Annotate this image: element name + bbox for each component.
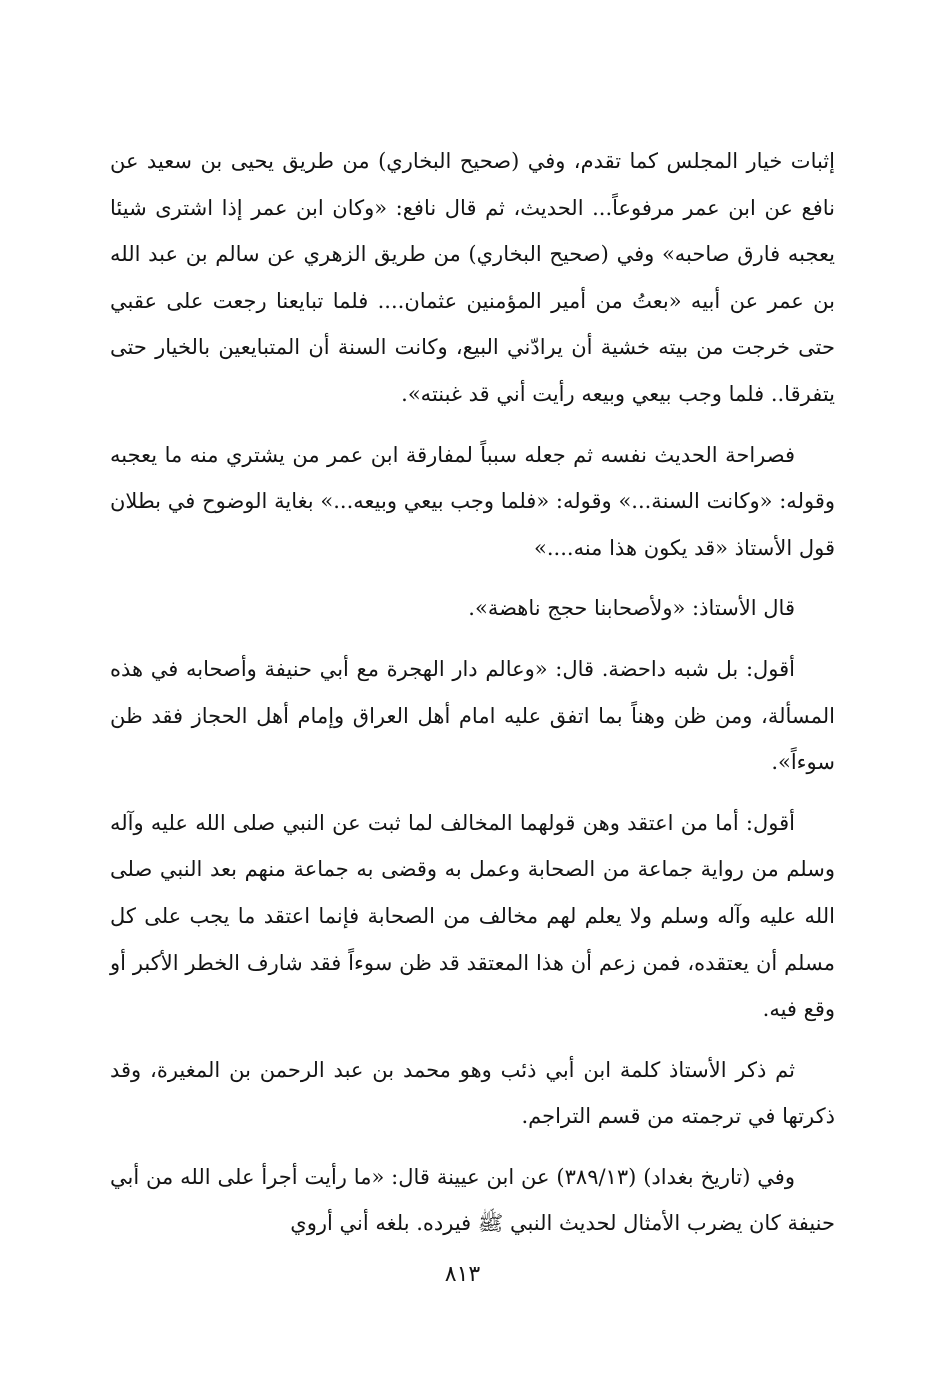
body-text	[110, 138, 835, 1247]
paragraph-4: أقول: بل شبه داحضة. قال: «وعالم دار الهجرة مع أبي حنيفة وأصحابه في هذه المسألة، ومن ظن وهناً بما اتفق عليه امام أهل العراق وإمام أهل الحجاز فقد ظن سوءاً».	[110, 656, 835, 775]
paragraph-5: أقول: أما من اعتقد وهن قولهما المخالف لما ثبت عن النبي صلى الله عليه وآله وسلم من رواية جماعة من الصحابة وعمل به وقضى به جماعة منهم بعد النبي صلى الله عليه وآله وسلم ولا يعلم لهم مخالف من الصحابة فإنما اعتقد ما يجب على كل مسلم أن يعتقده، فمن زعم أن هذا المعتقد قد ظن سوءاً فقد شارف الخطر الأكبر أو وقع فيه.	[110, 810, 835, 1022]
paragraph-7: وفي (تاريخ بغداد) (٣٨٩/١٣) عن ابن عيينة قال: «ما رأيت أجرأ على الله من أبي حنيفة كان يضرب الأمثال لحديث النبي ﷺ فيرده. بلغه أني أروي	[110, 1164, 835, 1236]
paragraph-2: فصراحة الحديث نفسه ثم جعله سبباً لمفارقة ابن عمر من يشتري منه ما يعجبه وقوله: «وكانت السنة...» وقوله: «فلما وجب بيعي وبيعه...» بغاية الوضوح في بطلان قول الأستاذ «قد يكون هذا منه....»	[110, 442, 835, 560]
page-number: ٨١٣	[444, 1262, 481, 1287]
paragraph-6: ثم ذكر الأستاذ كلمة ابن أبي ذئب وهو محمد بن عبد الرحمن بن المغيرة، وقد ذكرتها في ترجمته من قسم التراجم.	[110, 1057, 835, 1129]
paragraph-1: إثبات خيار المجلس كما تقدم، وفي (صحيح البخاري) من طريق يحيى بن سعيد عن نافع عن ابن عمر مرفوعاً... الحديث، ثم قال نافع: «وكان ابن عمر إذا اشترى شيئا يعجبه فارق صاحبه» وفي (صحيح البخاري) من طريق الزهري عن سالم بن عبد الله بن عمر عن أبيه «بعتُ من أمير المؤمنين عثمان.... فلما تبايعنا رجعت على عقبي حتى خرجت من بيته خشية أن يرادّني البيع، وكانت السنة أن المتبايعين بالخيار حتى يتفرقا.. فلما وجب بيعي وبيعه رأيت أني قد غبنته».	[110, 149, 835, 406]
paragraph-3: قال الأستاذ: «ولأصحابنا حجج ناهضة».	[468, 596, 795, 621]
